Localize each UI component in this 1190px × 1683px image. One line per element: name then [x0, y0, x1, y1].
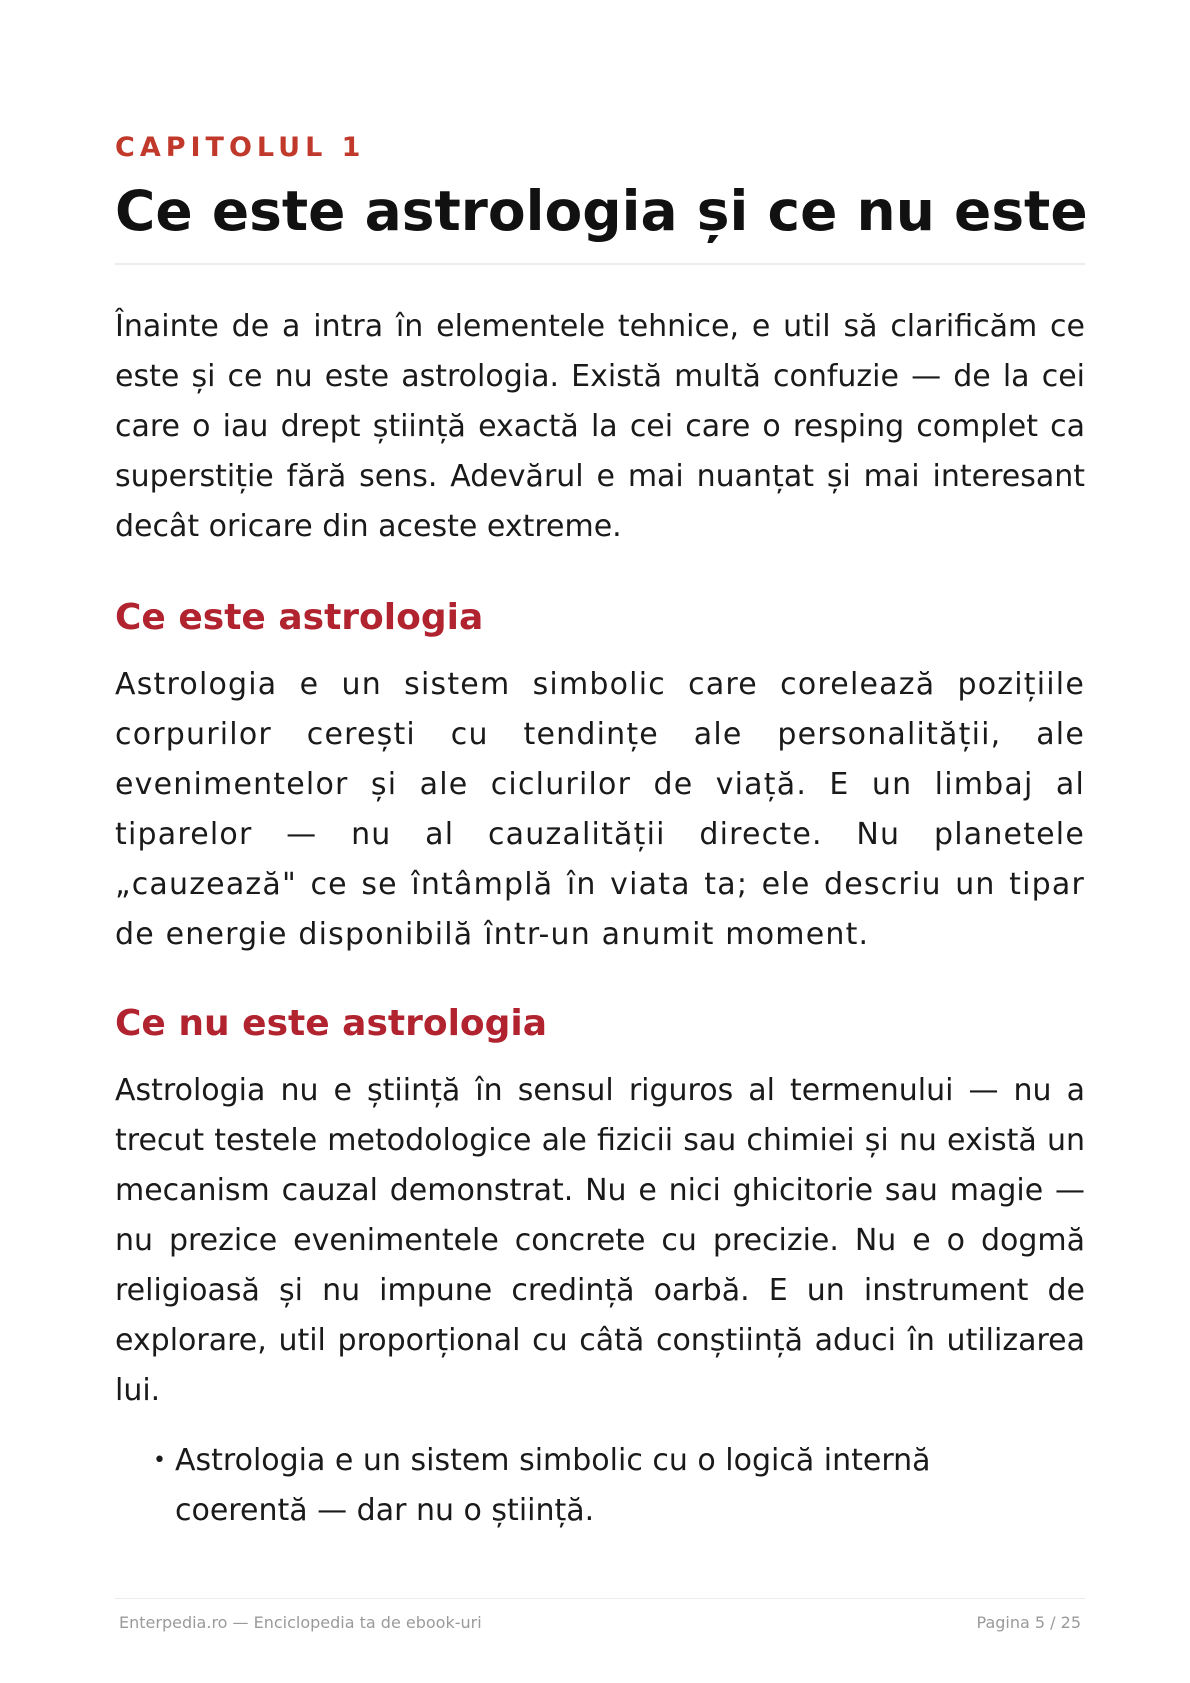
bullet-list	[153, 1436, 1053, 1536]
footer-site-name: Enterpedia.ro — Enciclopedia ta de ebook-uri	[119, 1613, 482, 1632]
footer-divider	[115, 1598, 1085, 1599]
section-heading-what-is: Ce este astrologia	[115, 597, 484, 638]
bullet-dot-icon: •	[153, 1448, 166, 1473]
section-body-what-is: Astrologia e un sistem simbolic care corelează pozițiile corpurilor cerești cu tendințe ale personalității, ale evenimentelor și ale ciclurilor de viață. E un limbaj al tiparelor — nu al cauzalității directe. Nu planetele „cauzează" ce se întâmplă în viata ta; ele descriu un tipar de energie disponibilă într-un anumit moment.	[115, 667, 1085, 952]
chapter-title: Ce este astrologia și ce nu este	[115, 179, 1088, 243]
footer-page-number: Pagina 5 / 25	[976, 1613, 1081, 1632]
title-divider	[115, 263, 1085, 265]
intro-paragraph: Înainte de a intra în elementele tehnice, e util să clarificăm ce este și ce nu este astrologia. Există multă confuzie — de la cei care o iau drept știință exactă la cei care o resping complet ca superstiție fără sens. Adevărul e mai nuanțat și mai interesant decât oricare din aceste extreme.	[115, 309, 1085, 544]
section-body-what-is-not: Astrologia nu e știință în sensul riguros al termenului — nu a trecut testele metodologice ale fizicii sau chimiei și nu există un mecanism cauzal demonstrat. Nu e nici ghicitorie sau magie — nu prezice evenimentele concrete cu precizie. Nu e o dogmă religioasă și nu impune credință oarbă. E un instrument de explorare, util proporțional cu câtă conștiință aduci în utilizarea lui.	[115, 1073, 1085, 1408]
bullet-text: Astrologia e un sistem simbolic cu o logică internă coerentă — dar nu o știință.	[175, 1443, 931, 1528]
section-heading-what-is-not: Ce nu este astrologia	[115, 1003, 548, 1044]
list-item	[153, 1436, 1053, 1536]
chapter-label: CAPITOLUL 1	[115, 132, 366, 163]
ebook-page	[115, 0, 1088, 1683]
